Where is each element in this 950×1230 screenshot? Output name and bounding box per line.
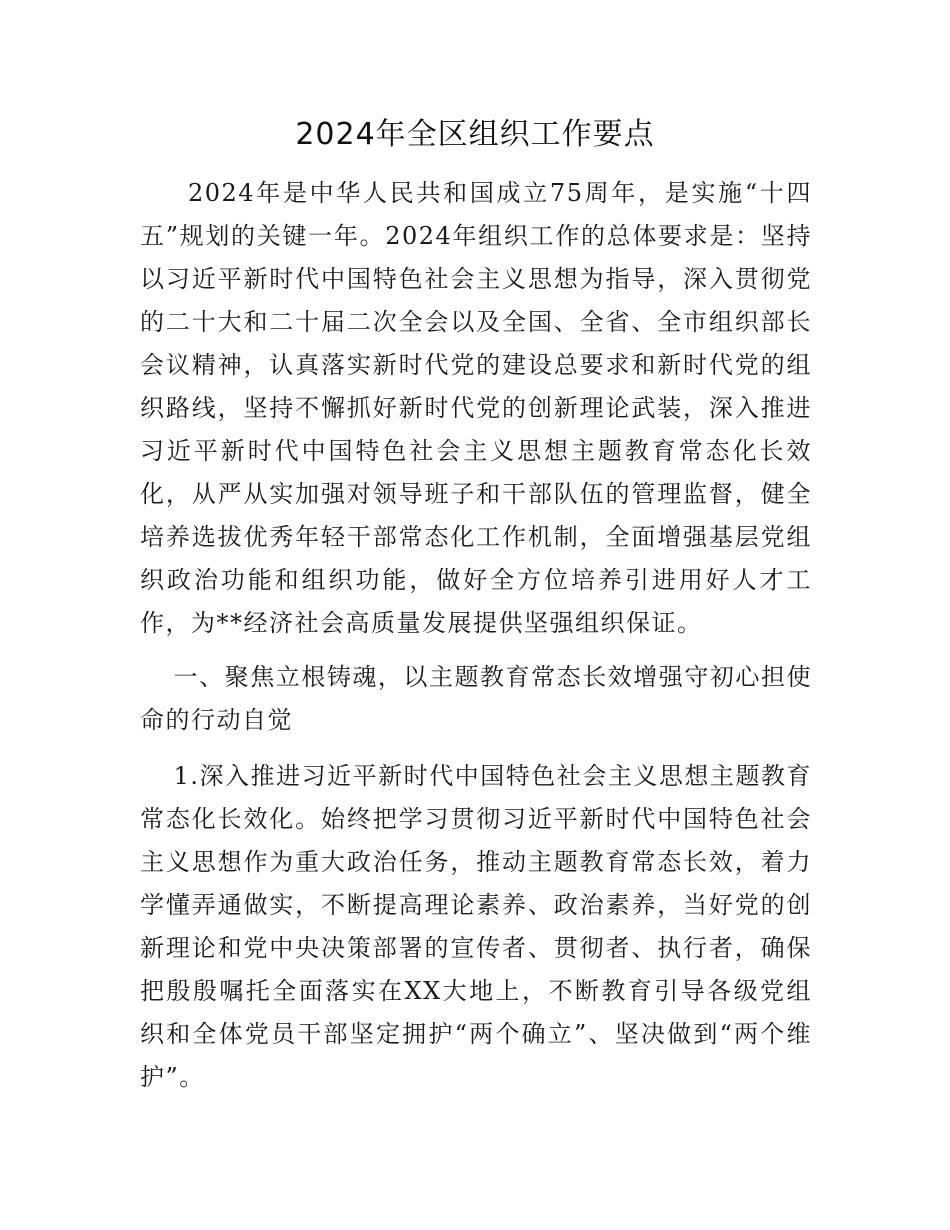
item-1-paragraph: 1.深入推进习近平新时代中国特色社会主义思想主题教育常态化长效化。始终把学习贯彻习近平新时代中国特色社会主义思想作为重大政治任务，推动主题教育常态长效，着力学懂弄通做实，不断提高理论素养、政治素养，当好党的创新理论和党中央决策部署的宣传者、贯彻者、执行者，确保把殷殷嘱托全面落实在XX大地上，不断教育引导各级党组织和全体党员干部坚定拥护“两个确立”、坚决做到“两个维护”。 <box>140 762 812 1091</box>
document-title: 2024年全区组织工作要点 <box>295 117 655 152</box>
section-1-heading: 一、聚焦立根铸魂，以主题教育常态长效增强守初心担使命的行动自觉 <box>140 663 812 734</box>
intro-paragraph: 2024年是中华人民共和国成立75周年，是实施“十四五”规划的关键一年。2024年组织工作的总体要求是：坚持以习近平新时代中国特色社会主义思想为指导，深入贯彻党的二十大和二十届二次全会以及全国、全省、全市组织部长会议精神，认真落实新时代党的建设总要求和新时代党的组织路线，坚持不懈抓好新时代党的创新理论武装，深入推进习近平新时代中国特色社会主义思想主题教育常态化长效化，从严从实加强对领导班子和干部队伍的管理监督，健全培养选拔优秀年轻干部常态化工作机制，全面增强基层党组织政治功能和组织功能，做好全方位培养引进用好人才工作，为**经济社会高质量发展提供坚强组织保证。 <box>140 179 812 637</box>
